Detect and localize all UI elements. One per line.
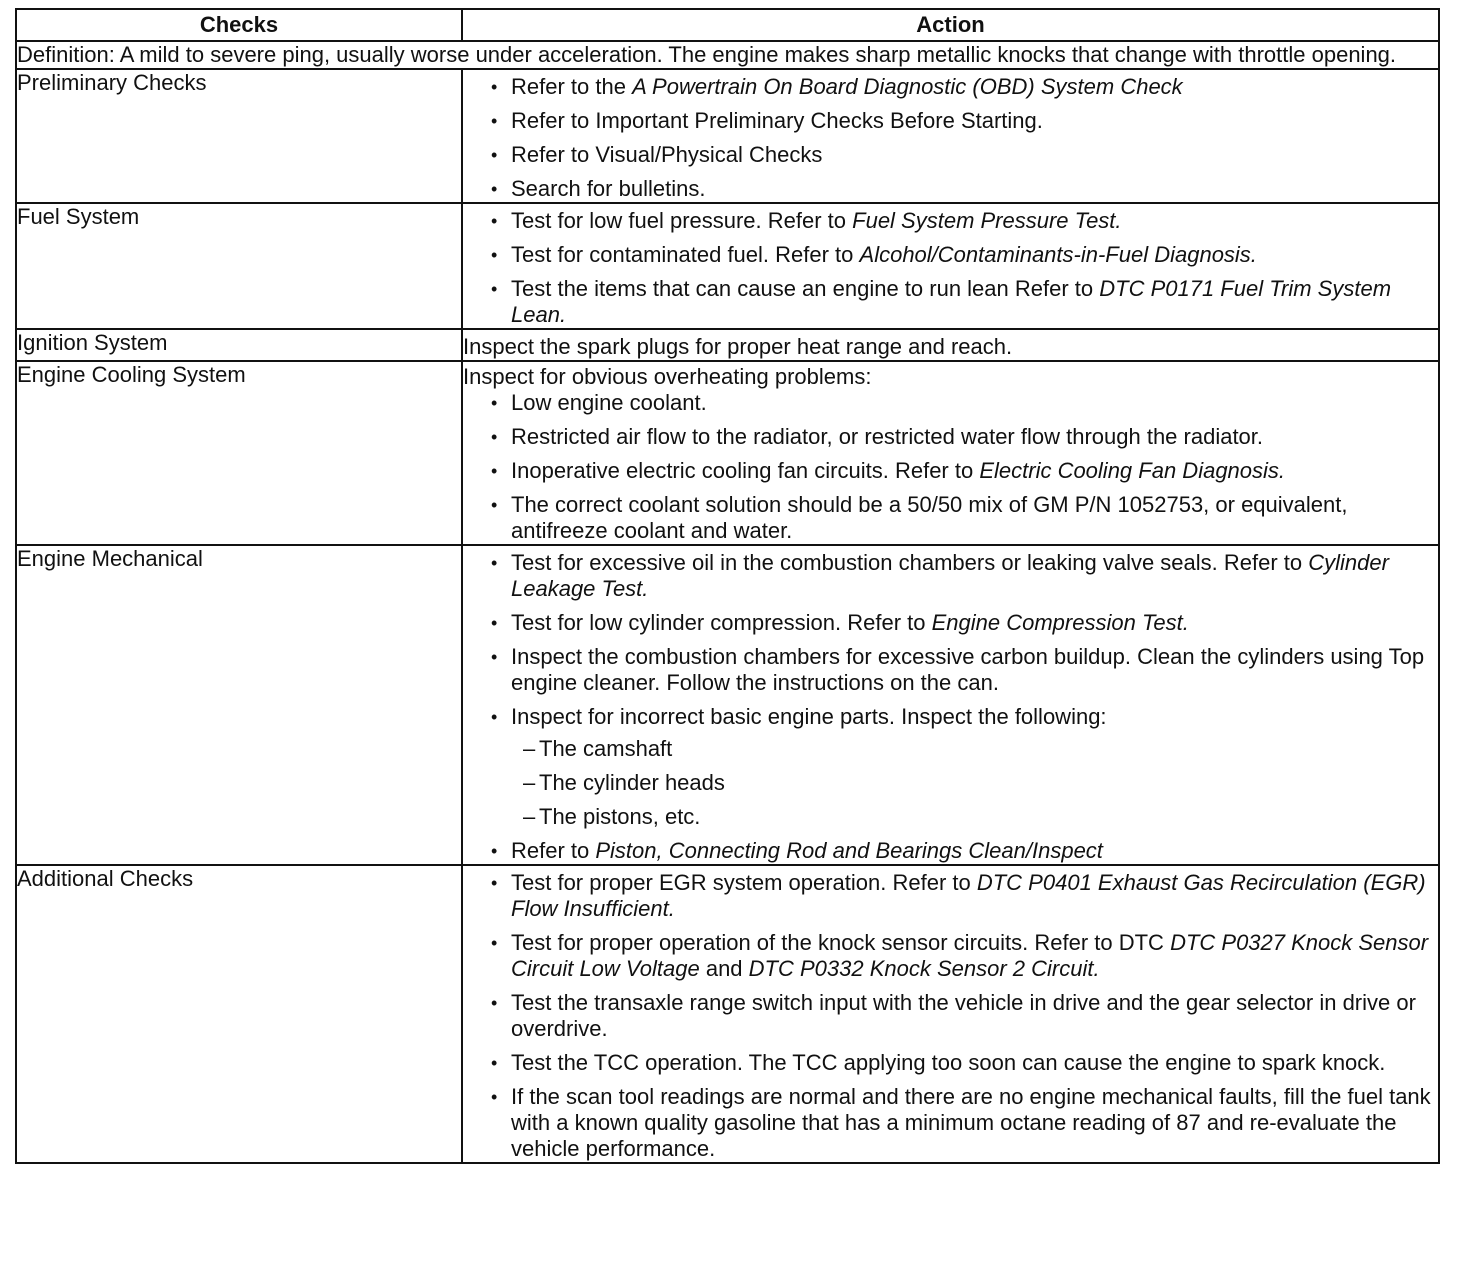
reference-text: A Powertrain On Board Diagnostic (OBD) System Check — [632, 74, 1183, 99]
list-item — [463, 870, 1438, 922]
action-text: Refer to the — [511, 74, 633, 99]
bullet-list — [463, 870, 1438, 1162]
sub-list-item: – The cylinder heads — [511, 770, 1438, 796]
action-text: Test for contaminated fuel. Refer to — [511, 242, 860, 267]
reference-text: Alcohol/Contaminants-in-Fuel Diagnosis. — [859, 242, 1257, 267]
action-text: Refer to Important Preliminary Checks Before Starting. — [511, 108, 1043, 133]
list-item — [463, 390, 1438, 416]
action-text: Search for bulletins. — [511, 176, 706, 201]
list-item — [463, 704, 1438, 830]
list-item — [463, 930, 1438, 982]
action-text: Test for low cylinder compression. Refer to — [511, 610, 932, 635]
action-intro: Inspect for obvious overheating problems: — [463, 364, 872, 389]
table-row — [16, 865, 1439, 1163]
header-checks: Checks — [16, 9, 462, 41]
list-item — [463, 276, 1438, 328]
reference-text: Fuel System Pressure Test. — [852, 208, 1122, 233]
action-cell — [462, 69, 1439, 203]
header-action: Action — [462, 9, 1439, 41]
table-row — [16, 69, 1439, 203]
action-text: If the scan tool readings are normal and there are no engine mechanical faults, fill the fuel tank with a known quality gasoline that has a minimum octane reading of 87 and re-evaluate the vehicle performance. — [511, 1084, 1431, 1161]
reference-text: DTC P0401 Exhaust Gas Recirculation (EGR) Flow Insufficient. — [511, 870, 1426, 921]
bullet-list — [463, 74, 1438, 202]
list-item — [463, 108, 1438, 134]
list-item — [463, 142, 1438, 168]
list-item — [463, 492, 1438, 544]
list-item — [463, 990, 1438, 1042]
action-text: Test for proper operation of the knock sensor circuits. Refer to DTC — [511, 930, 1171, 955]
action-text: and — [699, 956, 749, 981]
action-text: Refer to Visual/Physical Checks — [511, 142, 823, 167]
table-row — [16, 361, 1439, 545]
action-text: Test the items that can cause an engine to run lean Refer to — [511, 276, 1100, 301]
sub-list-item: – The pistons, etc. — [511, 804, 1438, 830]
action-cell — [462, 545, 1439, 865]
diagnostic-table — [15, 8, 1440, 1164]
check-label: Preliminary Checks — [16, 69, 462, 203]
sub-list-item: – The camshaft — [511, 736, 1438, 762]
definition-row — [16, 41, 1439, 69]
list-item — [463, 644, 1438, 696]
check-label: Engine Mechanical — [16, 545, 462, 865]
list-item — [463, 550, 1438, 602]
action-text: Low engine coolant. — [511, 390, 707, 415]
list-item — [463, 424, 1438, 450]
action-text: Test the transaxle range switch input with the vehicle in drive and the gear selector in drive or overdrive. — [511, 990, 1416, 1041]
list-item — [463, 176, 1438, 202]
action-cell — [462, 329, 1439, 361]
header-row — [16, 9, 1439, 41]
action-text: Restricted air flow to the radiator, or restricted water flow through the radiator. — [511, 424, 1264, 449]
reference-text: DTC P0327 Knock Sensor Circuit Low Voltage — [511, 930, 1429, 981]
bullet-list — [463, 208, 1438, 328]
check-label: Additional Checks — [16, 865, 462, 1163]
list-item — [463, 1050, 1438, 1076]
reference-text: DTC P0332 Knock Sensor 2 Circuit. — [748, 956, 1100, 981]
table-row — [16, 545, 1439, 865]
bullet-list — [463, 550, 1438, 864]
table-row — [16, 203, 1439, 329]
list-item — [463, 1084, 1438, 1162]
list-item — [463, 610, 1438, 636]
action-text: Inspect the spark plugs for proper heat range and reach. — [463, 334, 1013, 359]
table-row — [16, 329, 1439, 361]
action-text: Refer to — [511, 838, 596, 863]
definition-text: Definition: A mild to severe ping, usually worse under acceleration. The engine makes sharp metallic knocks that change with throttle opening. — [16, 41, 1439, 69]
check-label: Fuel System — [16, 203, 462, 329]
sub-list — [511, 736, 1438, 830]
reference-text: Cylinder Leakage Test. — [511, 550, 1389, 601]
action-cell — [462, 361, 1439, 545]
list-item — [463, 242, 1438, 268]
check-label: Ignition System — [16, 329, 462, 361]
reference-text: Electric Cooling Fan Diagnosis. — [979, 458, 1286, 483]
action-text: Inoperative electric cooling fan circuits. Refer to — [511, 458, 980, 483]
action-cell — [462, 203, 1439, 329]
list-item — [463, 458, 1438, 484]
action-text: Test for excessive oil in the combustion chambers or leaking valve seals. Refer to — [511, 550, 1309, 575]
action-text: Test for low fuel pressure. Refer to — [511, 208, 853, 233]
action-text: Inspect the combustion chambers for excessive carbon buildup. Clean the cylinders using Top engine cleaner. Follow the instructions on the can. — [511, 644, 1425, 695]
action-cell — [462, 865, 1439, 1163]
action-text: The correct coolant solution should be a 50/50 mix of GM P/N 1052753, or equivalent, antifreeze coolant and water. — [511, 492, 1348, 543]
check-label: Engine Cooling System — [16, 361, 462, 545]
bullet-list — [463, 390, 1438, 544]
list-item — [463, 208, 1438, 234]
reference-text: DTC P0171 Fuel Trim System Lean. — [511, 276, 1392, 327]
list-item — [463, 838, 1438, 864]
action-text: Test for proper EGR system operation. Refer to — [511, 870, 977, 895]
reference-text: Engine Compression Test. — [931, 610, 1189, 635]
list-item — [463, 74, 1438, 100]
action-text: Test the TCC operation. The TCC applying too soon can cause the engine to spark knock. — [511, 1050, 1386, 1075]
reference-text: Piston, Connecting Rod and Bearings Clean/Inspect — [595, 838, 1103, 863]
action-text: Inspect for incorrect basic engine parts. Inspect the following: — [511, 704, 1107, 729]
